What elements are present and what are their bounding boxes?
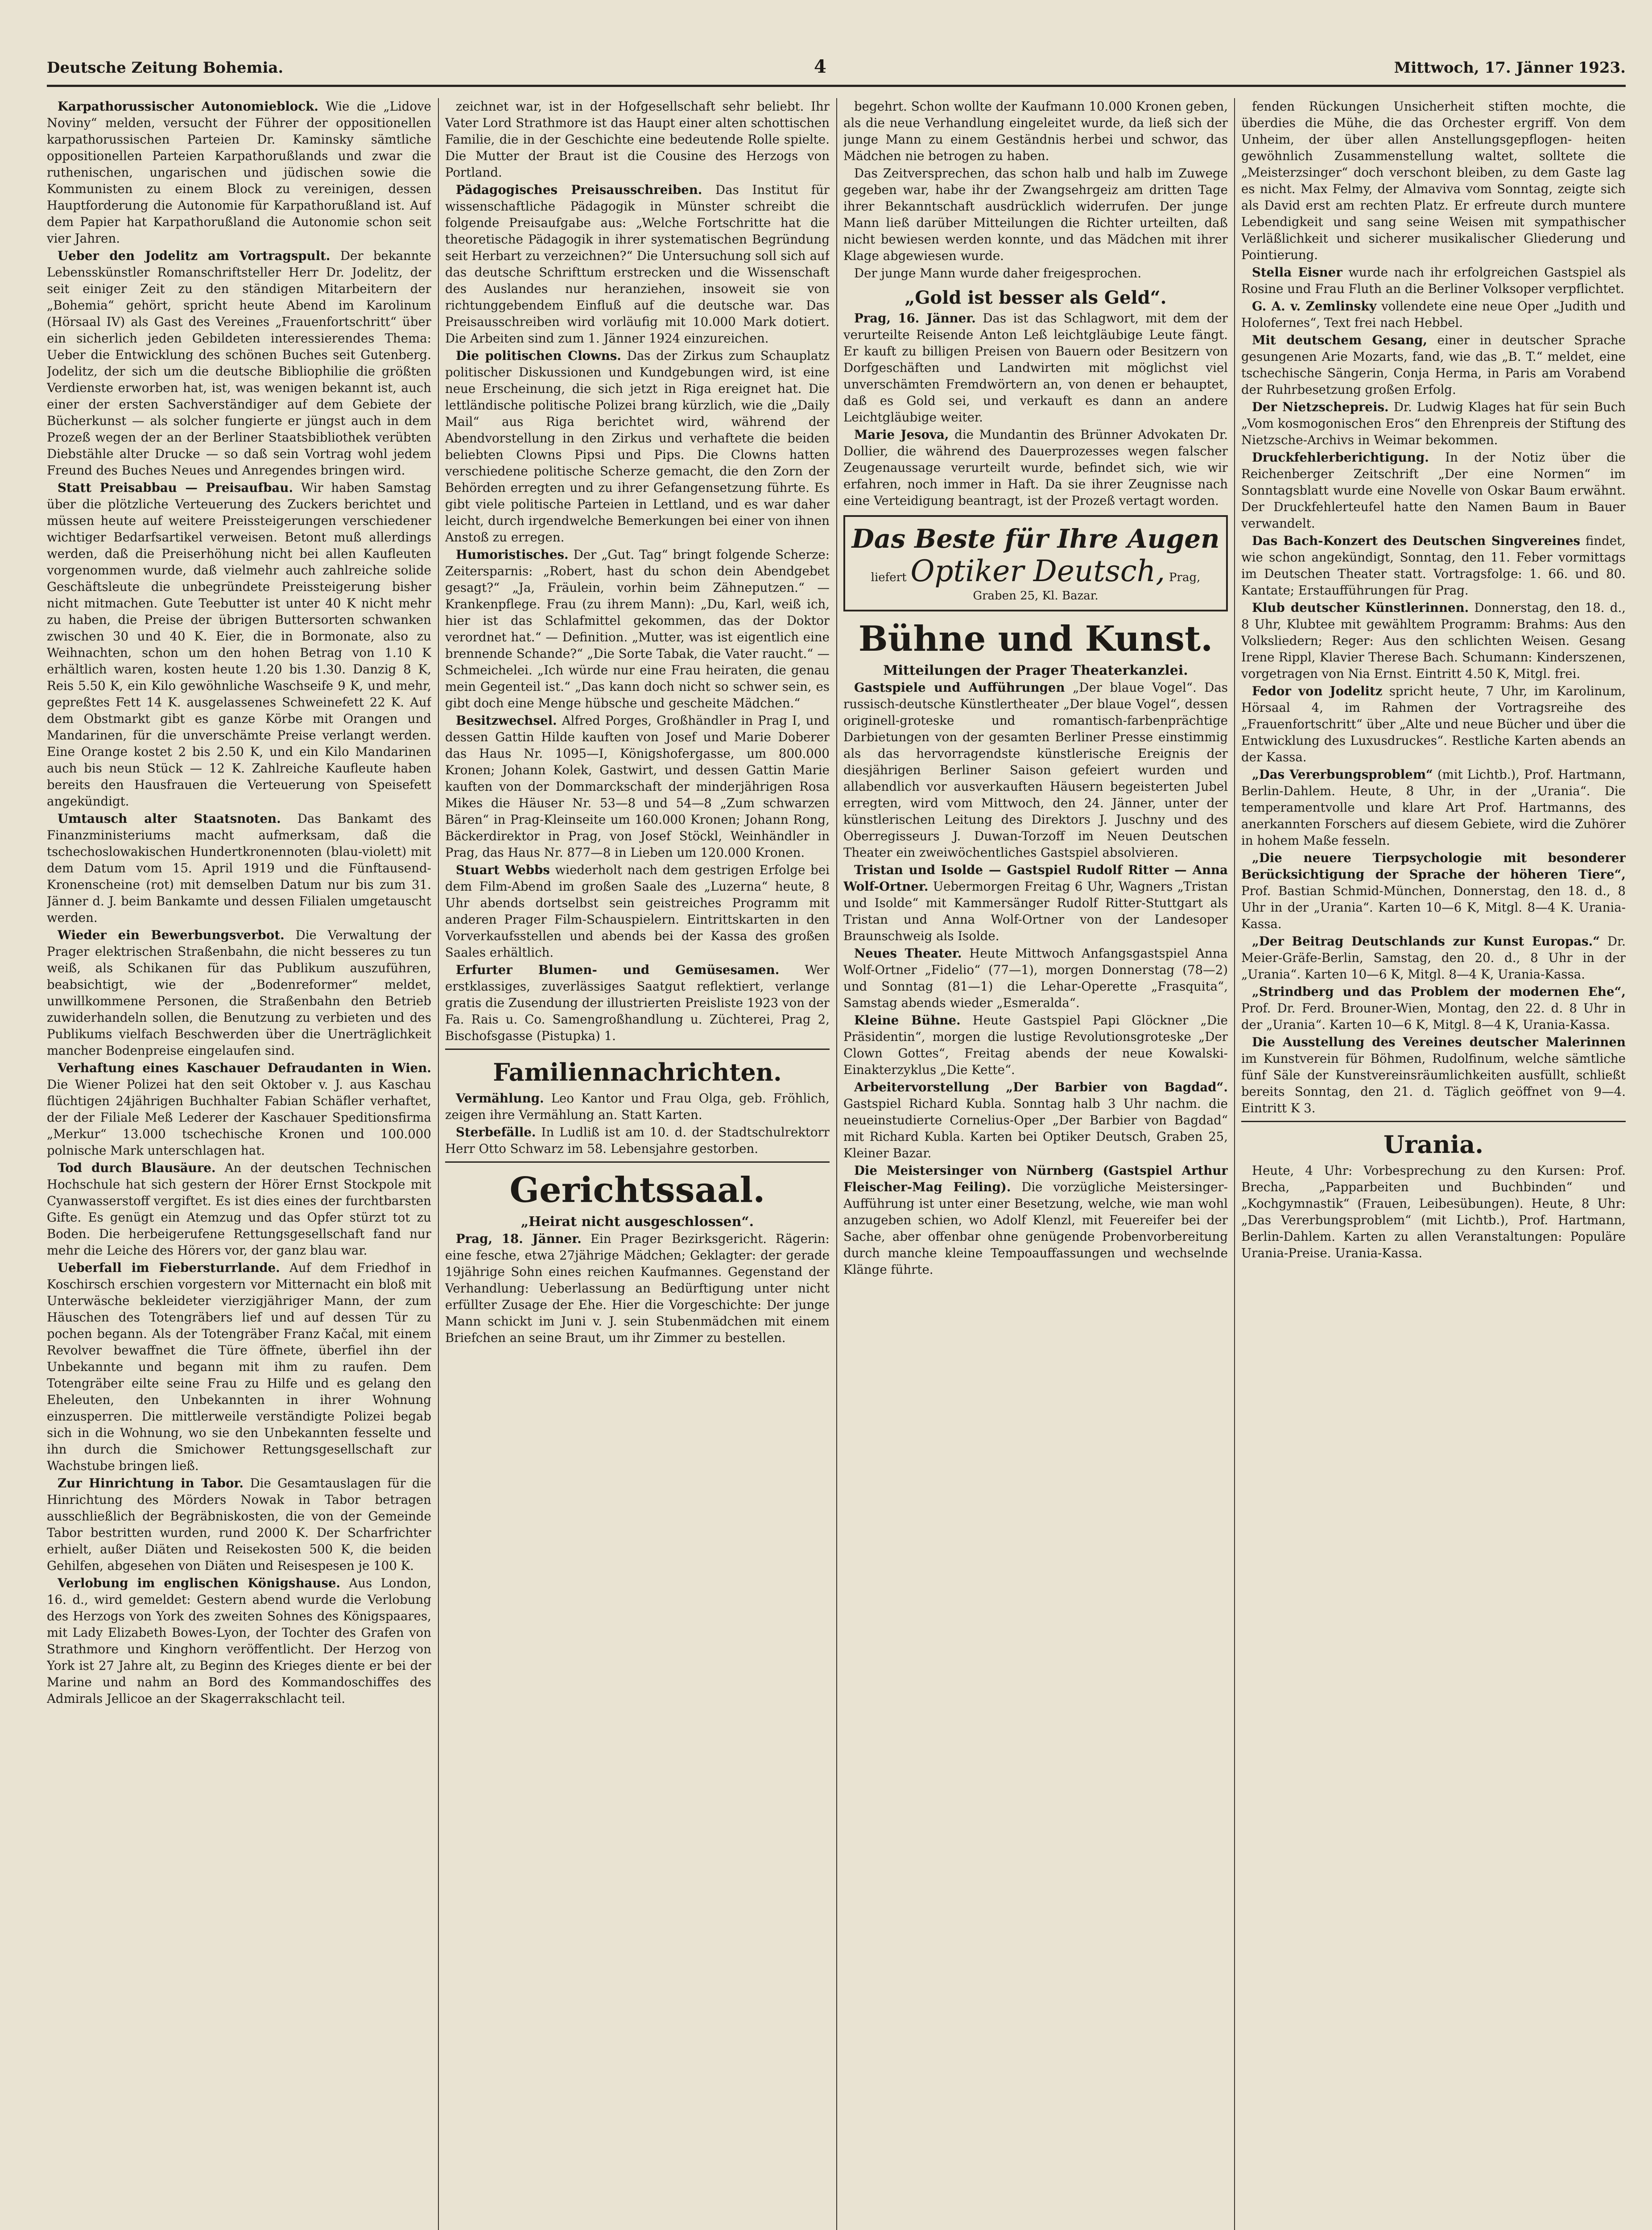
family-news-heading: Familiennachrichten. bbox=[493, 1058, 782, 1086]
article-paragraph bbox=[1241, 399, 1626, 448]
article-lead: Zur Hinrichtung in Tabor. bbox=[58, 1476, 244, 1491]
article-text: In Ludliß ist am 10. d. der Stadtschulrektorr Herr Otto Schwarz im 58. Lebensjahre gestorben. bbox=[445, 1125, 830, 1156]
article-lead: Prag, 18. Jänner. bbox=[456, 1231, 582, 1246]
article-lead: Vermählung. bbox=[456, 1091, 544, 1106]
article-paragraph bbox=[445, 98, 830, 181]
article-text: im Kunstverein für Böhmen, Rudolfinum, welche sämtliche fünf Säle der Kunstvereinsräumlichkeiten ausfüllt, schließt bereits Sonntag, den 21. d. Täglich geöffnet von 9—4. Eintritt K 3. bbox=[1241, 1051, 1626, 1115]
ad-city: Prag, bbox=[1169, 571, 1201, 584]
article-paragraph bbox=[47, 1060, 431, 1159]
article-paragraph bbox=[1241, 449, 1626, 532]
urania-heading: Urania. bbox=[1383, 1130, 1484, 1159]
article-lead: Ueber den Jodelitz am Vortragspult. bbox=[58, 248, 330, 263]
article-paragraph bbox=[47, 479, 431, 809]
article-text: Der bekannte Lebensskünstler Romanschriftsteller Herr Dr. Jodelitz, der seit einiger Zeit zu den ständigen Mitarbeitern der „Bohemia“ gehört, spricht heute Abend im Karolinum (Hörsaal IV) als Gast des Vereines „Frauenfortschritt“ über ein sicherlich jeden Gebildeten interessierendes Thema: Ueber die Entwicklung des schönen Buches seit Gutenberg. Jodelitz, der sich um die deutsche Bibliophilie die größten Verdienste erworben hat, ist, was wenigen bekannt ist, auch einer der ersten Sachverständiger auf dem Gebiete der Bücherkunst — als solcher fungierte er jüngst auch in dem Prozeß wegen der an der Berliner Staatsbibliothek verübten Diebstähle alter Drucke — so daß sein Vortrag wohl jedem Freund des Buches Neues und Anregendes bringen wird. bbox=[47, 248, 431, 478]
article-text: Uebermorgen Freitag 6 Uhr, Wagners „Tristan und Isolde“ mit Kammersänger Rudolf Ritter-Stuttgart als Tristan und Anna Wolf-Ortner von der Landesoper Braunschweig als Isolde. bbox=[843, 879, 1228, 943]
article-lead: Druckfehlerberichtigung. bbox=[1252, 450, 1429, 465]
article-paragraph bbox=[1241, 332, 1626, 398]
gold-list bbox=[843, 310, 1228, 509]
newspaper-title: Deutsche Zeitung Bohemia. bbox=[47, 59, 284, 77]
divider bbox=[1241, 1121, 1626, 1122]
article-paragraph bbox=[843, 862, 1228, 944]
article-text: Donnerstag, den 18. d., 8 Uhr, Klubtee mit gewähltem Programm: Brahms: Aus den Volksliedern; Reger: Aus den schlichten Weisen. Gesang Irene Rippl, Klavier Therese Bach. Schumann: Kinderszenen, vorgetragen von Nia Ernst. Eintritt 4.50 K, Mitgl. frei. bbox=[1241, 600, 1626, 681]
article-paragraph bbox=[1241, 850, 1626, 932]
article-paragraph bbox=[843, 265, 1228, 281]
article-paragraph bbox=[1241, 599, 1626, 682]
article-paragraph bbox=[843, 165, 1228, 264]
article-text: Das ist das Schlagwort, mit dem der verurteilte Reisende Anton Leß leichtgläubige Leute fängt. Er kauft zu billigen Preisen von Bauern oder Besitzern von Dorfgeschäften und Landwirten mit möglichst viel unverschämten Fremdwörtern an, von denen er behauptet, daß es Gold sei, und verkauft es dann an andere Leichtgläubige weiter. bbox=[843, 311, 1228, 425]
article-paragraph bbox=[445, 1231, 830, 1346]
article-text: Das Zeitversprechen, das schon halb und halb im Zuwege gegeben war, habe ihr der Zwangsehrgeiz am dritten Tage ihrer Bekanntschaft ausdrücklich widerrufen. Der junge Mann ließ darüber Mitteilungen die Richter urteilten, daß nicht bewiesen werden konnte, und das Mädchen mit ihrer Klage abgewiesen wurde. bbox=[843, 166, 1228, 263]
family-news-list bbox=[445, 1090, 830, 1157]
article-text: einer in deutscher Sprache gesungenen Arie Mozarts, fand, wie das „B. T.“ meldet, eine tschechische Sängerin, Conja Herma, in Paris am Vorabend der Ruhrbesetzung großen Erfolg. bbox=[1241, 333, 1626, 397]
article-text: Das Bankamt des Finanzministeriums macht aufmerksam, daß die tschechoslowakischen Hundertkronennoten (blau-violett) mit dem Datum vom 15. April 1919 und die Fünftausend-Kronenscheine (rot) mit demselben Datum nur bis zum 31. Jänner d. J. beim Bankamte und dessen Filialen umgetauscht werden. bbox=[47, 811, 431, 925]
ad-firm: Optiker Deutsch, bbox=[910, 554, 1165, 588]
article-text: Dr. Meier-Gräfe-Berlin, Samstag, den 20. d., 8 Uhr in der „Urania“. Karten 10—6 K, Mitgl. 8—4 K, Urania-Kassa. bbox=[1241, 934, 1626, 982]
article-text: Gastspiel Richard Kubla. Sonntag halb 3 Uhr nachm. die neueinstudierte Cornelius-Oper „Der Barbier von Bagdad“ mit Richard Kubla. Karten bei Optiker Deutsch, Graben 25, Kleiner Bazar. bbox=[843, 1096, 1228, 1160]
article-lead: Der Nietzschepreis. bbox=[1252, 400, 1389, 414]
article-paragraph bbox=[47, 927, 431, 1059]
article-text: Dr. Ludwig Klages hat für sein Buch „Vom kosmogonischen Eros“ den Ehrenpreis der Stiftung des Nietzsche-Archivs in Weimar bekommen. bbox=[1241, 400, 1626, 447]
article-lead: Mit deutschem Gesang, bbox=[1252, 333, 1427, 347]
article-lead: Stella Eisner bbox=[1252, 265, 1342, 280]
article-paragraph bbox=[445, 862, 830, 961]
article-lead: Statt Preisabbau — Preisaufbau. bbox=[58, 480, 293, 495]
column-1-articles bbox=[47, 98, 431, 1707]
article-lead: „Strindberg und das Problem der modernen Ehe“, bbox=[1252, 984, 1626, 999]
article-text: Prof. Dr. Ferd. Brouner-Wien, Montag, den 22. d. 8 Uhr in der „Urania“. Karten 10—6 K, Mitgl. 8—4 K, Urania-Kassa. bbox=[1241, 1001, 1626, 1032]
article-paragraph bbox=[843, 945, 1228, 1011]
article-paragraph bbox=[843, 310, 1228, 425]
article-text: Das der Zirkus zum Schauplatz politischer Diskussionen und Kundgebungen wird, ist eine neue Erscheinung, die sich jetzt in Riga ereignet hat. Die lettländische politische Polizei brang kürzlich, wie die „Daily Mail“ aus Riga berichtet wird, während der Abendvorstellung in den Zirkus und verhaftete die beiden beliebten Clowns Pipsi und Pips. Die Clowns hatten verschiedene politische Scherze gemacht, die den Zorn der Behörden erregten und zu ihrer Gefangensetzung führte. Es gibt viele politische Parteien in Lettland, und es war daher leicht, durch irgendwelche Bemerkungen bei einer von ihnen Anstoß zu erregen. bbox=[445, 348, 830, 545]
article-lead: Das Bach-Konzert des Deutschen Singvereines bbox=[1252, 533, 1581, 548]
article-text: Ein Prager Bezirksgericht. Rägerin: eine fesche, etwa 27jährige Mädchen; Geklagter: der gerade 19jährige Sohn eines reichen Kaufmannes. Gegenstand der Verhandlung: Ueberlassung an Bedürftigung unter nicht erfüllter Zusage der Ehe. Hier die Vorgeschichte: Der junge Mann schickt im Juni v. J. sein Stubenmädchen mit einem Briefchen an seine Braut, um ihr Zimmer zu bestellen. bbox=[445, 1231, 830, 1345]
article-paragraph bbox=[1241, 264, 1626, 297]
article-text: Der „Gut. Tag“ bringt folgende Scherze: Zeitersparnis: „Robert, hast du schon dein Abendgebet gesagt?“ „Ja, Fräulein, vorhin beim Zähneputzen.“ — Krankenpflege. Frau (zu ihrem Mann): „Du, Karl, weiß ich, hier ist das Schlafmittel gekommen, das der Doktor verordnet hat.“ — Definition. „Mutter, was ist eigentlich eine brennende Schande?“ „Die Sorte Tabak, die Vater raucht.“ — Schmeichelei. „Ich würde nur eine Frau heiraten, die genau mein Gegenteil ist.“ „Das kann doch nicht so schwer sein, es gibt doch eine Menge hübsche und gescheite Mädchen.“ bbox=[445, 547, 830, 710]
article-paragraph bbox=[1241, 766, 1626, 849]
article-text: findet, wie schon angekündigt, Sonntag, den 11. Feber vormittags im Deutschen Theater statt. Vortragsfolge: 1. 66. und 80. Kantate; Erstaufführungen für Prag. bbox=[1241, 533, 1626, 598]
article-text: Die Gesamtauslagen für die Hinrichtung des Mörders Nowak in Tabor betragen ausschließlich der Begräbniskosten, die von der Gemeinde Tabor bestritten wurden, rund 2000 K. Der Scharfrichter erhielt, außer Diäten und Reisekosten 500 K, die beiden Gehilfen, abgesehen von Diäten und Reisespesen je 100 K. bbox=[47, 1476, 431, 1573]
article-lead: Gastspiele und Aufführungen bbox=[854, 680, 1065, 695]
article-lead: Erfurter Blumen- und Gemüsesamen. bbox=[456, 962, 780, 977]
article-paragraph bbox=[47, 1575, 431, 1707]
article-paragraph bbox=[1241, 533, 1626, 599]
column-4-articles bbox=[1241, 98, 1626, 1116]
article-paragraph bbox=[1241, 983, 1626, 1033]
article-paragraph bbox=[445, 712, 830, 861]
article-lead: Umtausch alter Staatsnoten. bbox=[58, 811, 281, 826]
stage-list bbox=[843, 679, 1228, 1278]
article-text: fenden Rückungen Unsicherheit stiften mochte, die überdies die Mühe, die das Orchester ergriff. Von dem Unheim, der über allen Anstellungsgepflogen- heiten gewöhnlich Zusammenstellung waltet, solltete die „Meisterzsinger“ doch verschont bleiben, zu dem Gaste lag es nicht. Max Felmy, der Almaviva vom Sonntag, zeigte sich als David erst am rechten Platz. Er erfreute durch muntere Lebendigkeit und sang seine Weisen mit sympathischer Verläßlichkeit und sicherer musikalischer Gliederung und Pointierung. bbox=[1241, 99, 1626, 262]
article-text: An der deutschen Technischen Hochschule hat sich gestern der Hörer Ernst Stockpole mit Cyanwasserstoff vergiftet. Es ist dies eines der furchtbarsten Gifte. Es genügt ein Atemzug und das Opfer stürzt tot zu Boden. Die herbeigerufene Rettungsgesellschaft fand nur mehr die Leiche des Hörers vor, der ganz blau war. bbox=[47, 1160, 431, 1258]
article-lead: Die politischen Clowns. bbox=[456, 348, 621, 363]
article-text: Alfred Porges, Großhändler in Prag I, und dessen Gattin Hilde kauften von Josef und Marie Doberer das Haus Nr. 1095—I, Königshofergasse, um 800.000 Kronen; Johann Kolek, Gastwirt, und dessen Gattin Marie kauften von der Dommarckschaft der minderjährigen Rosa Mikes die Häuser Nr. 53—8 und 54—8 „Zum schwarzen Bären“ in Prag-Kleinseite um 160.000 Kronen; Johann Rong, Bäckerdirektor in Prag, von Josef Stöckl, Weinhändler in Prag, das Haus Nr. 877—8 in Lieben um 120.000 Kronen. bbox=[445, 713, 830, 860]
court-heading: Gerichtssaal. bbox=[509, 1170, 765, 1210]
article-paragraph bbox=[445, 1124, 830, 1157]
article-paragraph bbox=[1241, 683, 1626, 765]
article-paragraph bbox=[47, 1260, 431, 1474]
article-lead: Klub deutscher Künstlerinnen. bbox=[1252, 600, 1469, 615]
article-lead: Verhaftung eines Kaschauer Defraudanten in Wien. bbox=[58, 1061, 431, 1075]
newspaper-page bbox=[47, 54, 1626, 2230]
article-lead: Kleine Bühne. bbox=[854, 1013, 961, 1028]
column-2 bbox=[445, 98, 830, 2230]
article-lead: Ueberfall im Fiebersturrlande. bbox=[58, 1260, 280, 1275]
article-paragraph bbox=[1241, 1162, 1626, 1261]
column-1 bbox=[47, 98, 431, 2230]
article-text: Die Verwaltung der Prager elektrischen Straßenbahn, die nicht besseres zu tun weiß, als Schikanen für das Publikum auszuführen, beabsichtigt, wie der „Bodenreformer“ meldet, unwillkommene Personen, die Straßenbahn den Betrieb zuwiderhandeln sollen, die Benutzung zu verbieten und des Publikums vielfach Beschwerden über die Unerträglichkeit mancher Bodenpreise eingelaufen sind. bbox=[47, 928, 431, 1058]
article-text: spricht heute, 7 Uhr, im Karolinum, Hörsaal 4, im Rahmen der Vortragsreihe des „Frauenfortschritt“ über „Alte und neue Bücher und über die Entwicklung des Luxusdruckes“. Restliche Karten abends an der Kassa. bbox=[1241, 684, 1626, 764]
stage-heading: Bühne und Kunst. bbox=[858, 619, 1213, 659]
article-paragraph bbox=[445, 347, 830, 545]
optician-advertisement bbox=[843, 515, 1228, 611]
article-text: Leo Kantor und Frau Olga, geb. Fröhlich, zeigen ihre Vermählung an. Statt Karten. bbox=[445, 1091, 830, 1122]
column-4 bbox=[1241, 98, 1626, 2230]
article-lead: Verlobung im englischen Königshause. bbox=[58, 1576, 341, 1590]
article-paragraph bbox=[445, 546, 830, 711]
ad-headline: Das Beste für Ihre Augen bbox=[851, 524, 1220, 554]
article-text: Die Wiener Polizei hat den seit Oktober v. J. aus Kaschau flüchtigen 24jährigen Buchhalter Fabian Schäfler verhaftet, der der Filiale Meß Lederer der Kaschauer Speditionsfirma „Merkur“ 13.000 tschechische Kronen und 100.000 polnische Mark unterschlagen hat. bbox=[47, 1077, 431, 1158]
article-text: Wir haben Samstag über die plötzliche Verteuerung des Zuckers berichtet und müssen heute auf weitere Preissteigerungen verschiedener wichtiger Bedarfsartikel verweisen. Betont muß allerdings werden, daß die Preiserhöhung nicht bei allen Kaufleuten vorgenommen wurde, daß vielmehr auch zahlreiche solide Geschäftsleute die unbegründete Preissteigerung bisher nicht mitmachen. Gute Teebutter ist unter 40 K nicht mehr zu haben, die Preise der übrigen Buttersorten schwanken zwischen 30 und 40 K. Eier, die in Bormonate, also zu Weihnachten, schon um den hohen Betrag von 1.10 K erhältlich waren, kosten heute 1.20 bis 1.30. Danzig 8 K, Reis 5.50 K, ein Kilo gewöhnliche Waschseife 9 K, und mehr, gepreßtes Fett 14 K. ausgelassenes Schweinefett 22 K. Auf dem Obstmarkt gibt es ganze Körbe mit Orangen und Mandarinen, für die unverschämte Preise verlangt werden. Eine Orange kostet 2 bis 2.50 K, und ein Kilo Mandarinen auch bis neun Stück — 12 K. Zahlreiche Kaufleute haben bereits den Hausfrauen die Verteuerung von Speisefett angekündigt. bbox=[47, 480, 431, 809]
article-lead: Marie Jesova, bbox=[854, 427, 949, 442]
article-text: Die vorzügliche Meistersinger-Aufführung ist unter einer Besetzung, welche, wie man wohl anzugeben schien, wo Adolf Klenzl, mit Feuereifer bei der Sache, aber offenbar ohne genügende Probenvorbereitung durch manche kleine Tempoauffassungen und wechselnde Klänge führte. bbox=[843, 1180, 1228, 1277]
article-text: Aus London, 16. d., wird gemeldet: Gestern abend wurde die Verlobung des Herzogs von York des zweiten Sohnes des Königspaares, mit Lady Elizabeth Bowes-Lyon, der Tochter des Grafen von Strathmore und Kinghorn veröffentlicht. Der Herzog von York ist 27 Jahre alt, zu Beginn des Krieges diente er bei der Marine und nahm an Bord des Kommandoschiffes des Admirals Jellicoe an der Skagerrakschlacht teil. bbox=[47, 1576, 431, 1706]
gold-heading: „Gold ist besser als Geld“. bbox=[904, 287, 1167, 308]
column-rule bbox=[438, 98, 439, 2230]
article-paragraph bbox=[843, 679, 1228, 861]
article-paragraph bbox=[445, 962, 830, 1044]
column-rule bbox=[836, 98, 837, 2230]
article-paragraph bbox=[1241, 298, 1626, 331]
article-lead: Tristan und Isolde — Gastspiel Rudolf Ritter — Anna Wolf-Ortner. bbox=[843, 863, 1228, 894]
article-paragraph bbox=[445, 182, 830, 347]
column-3-articles bbox=[843, 98, 1228, 281]
article-lead: Besitzwechsel. bbox=[456, 713, 557, 728]
column-2-articles bbox=[445, 98, 830, 1044]
article-lead: Die Meistersinger von Nürnberg (Gastspiel Arthur Fleischer-Mag Feiling). bbox=[843, 1163, 1228, 1194]
article-text: In der Notiz über die Reichenberger Zeitschrift „Der eine Normen“ im Sonntagsblatt wurde eine Novelle von Oskar Baum erwähnt. Der Druckfehlerteufel hatte den Namen Baum in Bauer verwandelt. bbox=[1241, 450, 1626, 531]
divider bbox=[445, 1049, 830, 1050]
ad-address: Graben 25, Kl. Bazar. bbox=[973, 589, 1099, 603]
article-paragraph bbox=[445, 1090, 830, 1123]
article-lead: G. A. v. Zemlinsky bbox=[1252, 299, 1377, 314]
article-lead: Die Ausstellung des Vereines deutscher Malerinnen bbox=[1252, 1035, 1626, 1049]
article-text: wurde nach ihr erfolgreichen Gastspiel als Rosine und Frau Fluth an die Berliner Volksoper verpflichtet. bbox=[1241, 265, 1626, 296]
article-lead: Prag, 16. Jänner. bbox=[854, 311, 976, 326]
issue-date: Mittwoch, 17. Jänner 1923. bbox=[1394, 59, 1626, 77]
article-lead: Arbeitervorstellung „Der Barbier von Bagdad“. bbox=[854, 1080, 1228, 1094]
article-lead: Stuart Webbs bbox=[456, 863, 550, 877]
article-text: (mit Lichtb.), Prof. Hartmann, Berlin-Dahlem. Heute, 8 Uhr, in der „Urania“. Die temperamentvolle und klare Art Prof. Hartmanns, des anerkannten Forschers auf diesem Gebiete, wird die Zuhörer in hohem Maße fesseln. bbox=[1241, 767, 1626, 848]
column-rule bbox=[1234, 98, 1235, 2230]
article-text: vollendete eine neue Oper „Judith und Holofernes“, Text frei nach Hebbel. bbox=[1241, 299, 1626, 330]
court-list bbox=[445, 1231, 830, 1346]
article-text: begehrt. Schon wollte der Kaufmann 10.000 Kronen geben, als die neue Verhandlung eingeleitet wurde, da ließ sich der junge Mann zu einem Geständnis herbei und schwor, das Mädchen nie betrogen zu haben. bbox=[843, 99, 1228, 163]
stage-subheading: Mitteilungen der Prager Theaterkanzlei. bbox=[883, 663, 1188, 678]
article-text: Prof. Bastian Schmid-München, Donnerstag, den 18. d., 8 Uhr in der „Urania“. Karten 10—6 K, Mitgl. 8—4 K. Urania-Kassa. bbox=[1241, 884, 1626, 931]
article-lead: Wieder ein Bewerbungsverbot. bbox=[58, 928, 285, 942]
article-text: Heute Gastspiel Papi Glöckner „Die Präsidentin“, morgen die lustige Revolutionsgroteske „Der Clown Gottes“, Freitag abends der neue Kowalski-Einakterzyklus „Die Kette“. bbox=[843, 1013, 1228, 1077]
article-paragraph bbox=[47, 1475, 431, 1574]
article-text: wiederholt nach dem gestrigen Erfolge bei dem Film-Abend im großen Saale des „Luzerna“ heute, 8 Uhr abends dortselbst sein geistreiches Programm mit anderen Prager Film-Schauspielern. Eintrittskarten in den Vorverkaufsstellen und abends bei der Kassa des großen Saales erhältlich. bbox=[445, 863, 830, 960]
article-text: Wie die „Lidove Noviny“ melden, versucht der Führer der oppositionellen karpathorussischen Parteien Dr. Kaminsky sämtliche oppositionellen Parteien Karpathorußlands und zwar die ruthenischen, ungarischen und jüdischen sowie die Kommunisten zu einem Block zu vereinigen, dessen Hauptforderung die Autonomie für Karpathorußland ist. Auf dem Papier hat Karpathorußland die Autonomie schon seit vier Jahren. bbox=[47, 99, 431, 246]
article-text: zeichnet war, ist in der Hofgesellschaft sehr beliebt. Ihr Vater Lord Strathmore ist das Haupt einer alten schottischen Familie, die in der Geschichte eine bedeutende Rolle spielte. Die Mutter der Braut ist die Cousine des Herzogs von Portland. bbox=[445, 99, 830, 180]
page-header bbox=[47, 54, 1626, 87]
article-lead: Neues Theater. bbox=[854, 946, 962, 961]
article-text: Heute, 4 Uhr: Vorbesprechung zu den Kursen: Prof. Brecha, „Papparbeiten und Buchbinden“ und „Kochgymnastik“ (Frauen, Leibesübungen). Heute, 8 Uhr: „Das Vererbungsproblem“ (mit Lichtb.), Prof. Hartmann, Berlin-Dahlem. Karten zu allen Veranstaltungen: Populäre Urania-Preise. Urania-Kassa. bbox=[1241, 1163, 1626, 1260]
article-paragraph bbox=[47, 98, 431, 247]
article-text: Auf dem Friedhof in Koschirsch erschien vorgestern vor Mitternacht ein bloß mit Unterwäsche bekleideter vierzigjähriger Mann, der zum Häuschen des Totengräbers lief und auf dessen Tür zu pochen begann. Als der Totengräber Franz Kačal, mit einem Revolver bewaffnet die Türe öffnete, überfiel ihn der Unbekannte und begann mit ihm zu raufen. Dem Totengräber eilte seine Frau zu Hilfe und es gelang den Eheleuten, den Unbekannten in ihrer Wohnung einzusperren. Die mittlerweile verständigte Polizei begab sich in die Wohnung, wo sie den Unbekannten fesselte und ihn durch die Smichower Rettungsgesellschaft zur Wachstube bringen ließ. bbox=[47, 1260, 431, 1473]
article-lead: Pädagogisches Preisausschreiben. bbox=[456, 182, 702, 197]
article-lead: Tod durch Blausäure. bbox=[58, 1160, 216, 1175]
article-text: die Mundantin des Brünner Advokaten Dr. Dollier, die während des Dauerprozesses wegen falscher Zeugenaussage verurteilt wurde, befindet sich, wie wir erfahren, noch immer in Haft. Da sie ihrer Zeugnisse nach eine Verteidigung beantragt, ist der Prozeß vertagt worden. bbox=[843, 427, 1228, 508]
article-lead: Karpathorussischer Autonomieblock. bbox=[58, 99, 318, 114]
article-paragraph bbox=[843, 1079, 1228, 1161]
article-lead: Fedor von Jodelitz bbox=[1252, 684, 1383, 698]
article-lead: „Der Beitrag Deutschlands zur Kunst Europas.“ bbox=[1252, 934, 1600, 949]
article-text: Der junge Mann wurde daher freigesprochen. bbox=[854, 266, 1142, 281]
article-paragraph bbox=[843, 98, 1228, 164]
article-lead: „Die neuere Tierpsychologie mit besonderer Berücksichtigung der Sprache der höheren Tiere“, bbox=[1241, 851, 1626, 882]
article-lead: Humoristisches. bbox=[456, 547, 569, 562]
article-lead: „Das Vererbungsproblem“ bbox=[1252, 767, 1433, 782]
article-paragraph bbox=[1241, 98, 1626, 263]
court-subheading: „Heirat nicht ausgeschlossen“. bbox=[520, 1214, 754, 1230]
divider bbox=[445, 1161, 830, 1163]
ad-pre: liefert bbox=[871, 571, 907, 584]
article-text: Heute Mittwoch Anfangsgastspiel Anna Wolf-Ortner „Fidelio“ (77—1), morgen Donnerstag (78—2) und Sonntag (81—1) die Lehar-Operette „Frasquita“, Samstag abends wieder „Esmeralda“. bbox=[843, 946, 1228, 1010]
page-number: 4 bbox=[814, 56, 826, 77]
article-text: Das Institut für wissenschaftliche Pädagogik in Münster schreibt die folgende Preisaufgabe aus: „Welche Fortschritte hat die theoretische Pädagogik in ihrer systematischen Begründung seit Herbart zu verzeichnen?“ Die Untersuchung soll sich auf das deutsche Schrifttum erstrecken und die Wissenschaft des Auslandes nur heranziehen, insoweit sie von richtunggebendem Einfluß auf die deutsche war. Das Preisausschreiben wird vorläufig mit 10.000 Mark dotiert. Die Arbeiten sind zum 1. Jänner 1924 einzureichen. bbox=[445, 182, 830, 346]
urania-list bbox=[1241, 1162, 1626, 1261]
article-paragraph bbox=[1241, 933, 1626, 983]
article-paragraph bbox=[47, 1160, 431, 1259]
article-paragraph bbox=[47, 248, 431, 479]
column-3 bbox=[843, 98, 1228, 2230]
article-paragraph bbox=[47, 810, 431, 926]
article-text: „Der blaue Vogel“. Das russisch-deutsche Künstlertheater „Der blaue Vogel“, dessen originell-groteske und romantisch-farbenprächtige Darbietungen von der gesamten Berliner Presse einstimmig als das hervorragendste künstlerische Ereignis der diesjährigen Berliner Saison gefeiert wurden und allabendlich vor ausverkauften Häusern begeisterten Jubel erregten, wird vom Mittwoch, den 24. Jänner, unter der künstlerischen Leitung des Direktors J. Juschny und des Oberregisseurs J. Duwan-Torzoff im Neuen Deutschen Theater ein zweiwöchentliches Gastspiel absolvieren. bbox=[843, 680, 1228, 860]
article-paragraph bbox=[843, 1012, 1228, 1078]
article-lead: Sterbefälle. bbox=[456, 1125, 536, 1140]
article-paragraph bbox=[1241, 1034, 1626, 1116]
article-paragraph bbox=[843, 426, 1228, 509]
article-text: Wer erstklassiges, zuverlässiges Saatgut reflektiert, verlange gratis die Zusendung der illustrierten Preisliste 1923 von der Fa. Rais u. Co. Samengroßhandlung u. Züchterei, Prag 2, Bischofsgasse (Pistupka) 1. bbox=[445, 962, 830, 1043]
article-paragraph bbox=[843, 1162, 1228, 1278]
